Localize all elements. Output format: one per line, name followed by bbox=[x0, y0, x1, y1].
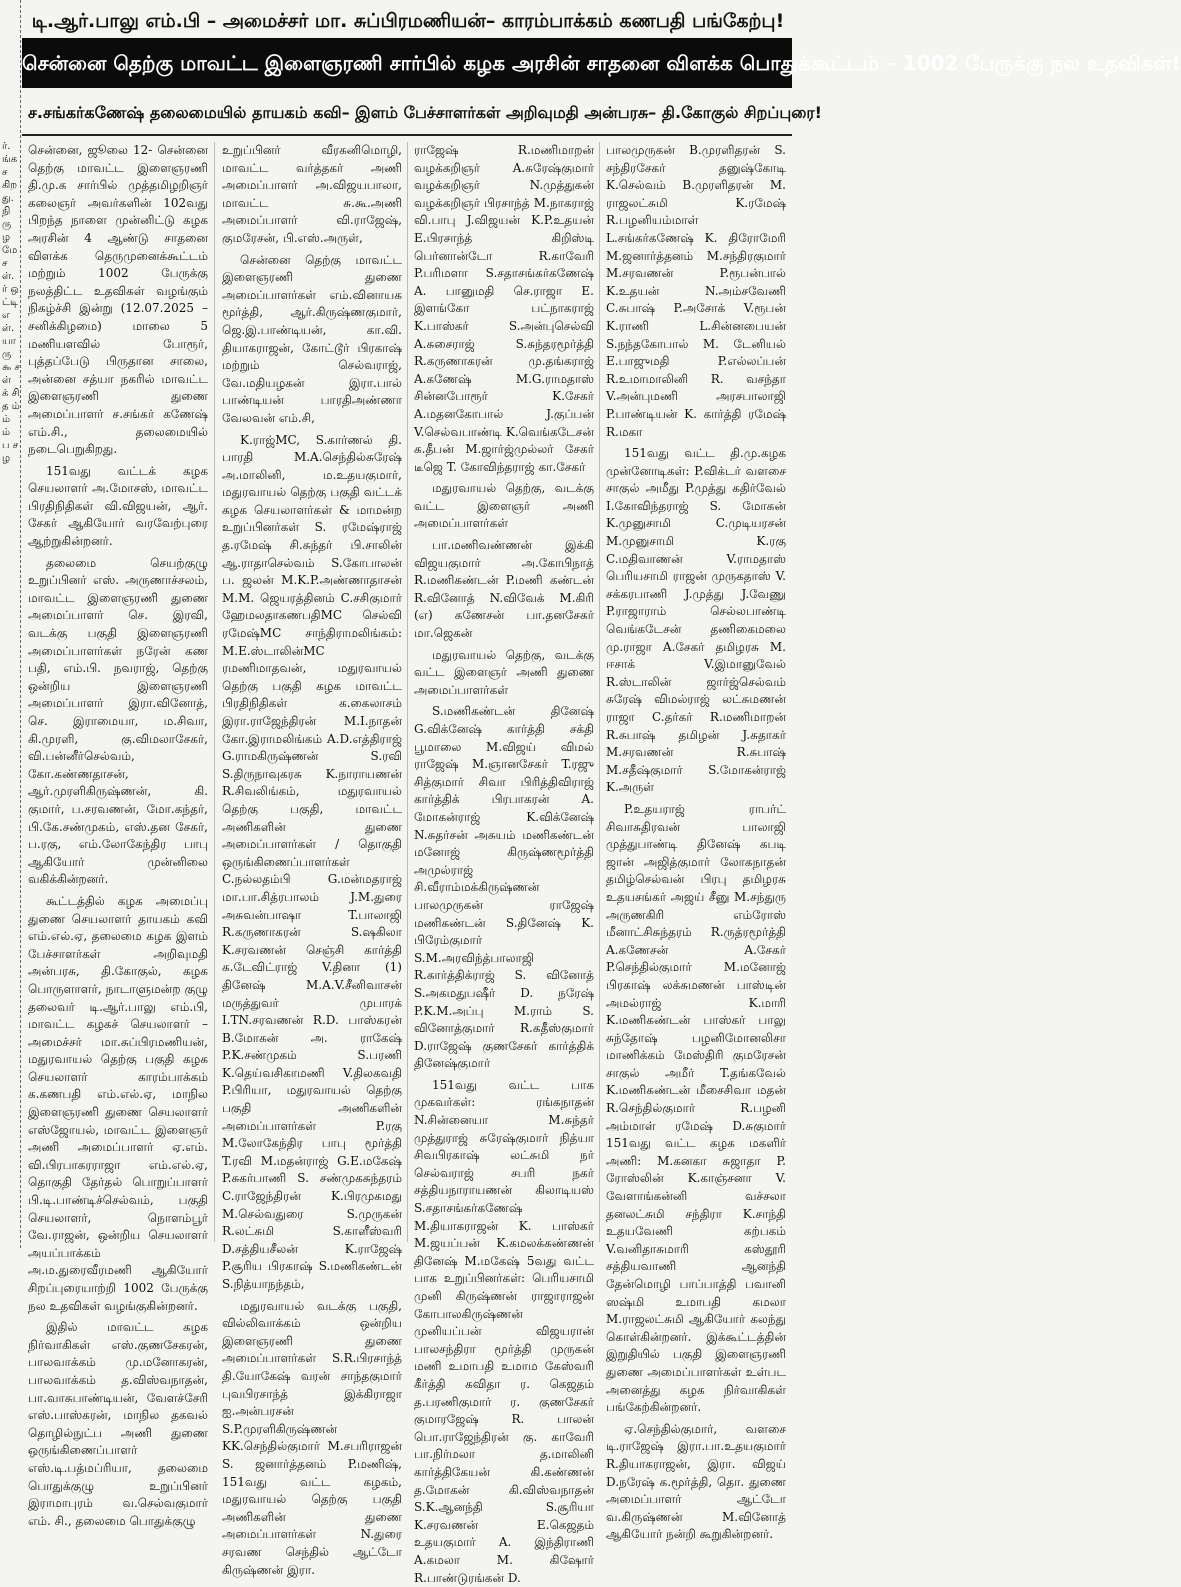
paragraph: 151வது வட்ட தி.மு.கழக முன்னோடிகள்: P.விக்டர் வளசை சாகுல் அமீது P.முத்து கதிர்வேல் I.கோவிந்தராஜ் S. மோகன் K.முனுசாமி C.முடியரசன் M.முனுசாமி K.ரகு C.மதிவாணன் V.ராமதாஸ் பெரியசாமி ராஜன் முருகதாஸ் V. சக்கரபாணி J.முத்து J.வேணு P.ராஜாராம் செல்லபாண்டி வெங்கடேசன் தணிகைமலை மு.ராஜா A.சேகர் தமிழரசு M. ஈசாக் V.இமானுவேல் R.ஸ்டாலின் ஜார்ஜ்செல்வம் சுரேஷ் விமல்ராஜ் லட்சுமணன் ராஜா C.தர்கர் R.மணிமாறன் R.சுபாஷ் தமிழன் J.சுதாகர் M.சரவணன் R.சுபாஷ் M.சதீஷ்குமார் S.மோகன்ராஜ் K.அருள் bbox=[606, 446, 786, 795]
paragraph: தலைமை செயற்குழு உறுப்பினர் எஸ். அருணாச்சலம், மாவட்ட இளைஞரணி துணை அமைப்பாளர் செ. இரவி, வடக்கு பகுதி இளைஞரணி அமைப்பாளர்கள் நரேன் கண பதி, எம்.பி. நவராஜ், தெற்கு ஒன்றிய இளைஞரணி அமைப்பாளர் இரா.வினோத், செ. இராமையா, ம.சிவா, கி.முரளி, கு.விமலாசேகர், வி.பன்னீர்செல்வம், கோ.கண்ணதாசன், ஆர்.முரளிகிருஷ்ணன், கி. குமார், ப.சரவணன், மோ.கந்தர், பி.கே.சண்முகம், எஸ்.தன சேகர், ப.ரகு, எம்.லோகேந்திர பாபு ஆகியோர் முன்னிலை வகிக்கின்றனர். bbox=[28, 555, 208, 887]
sub-headline: ச.சங்கர்கணேஷ் தலைமையில் தாயகம் கவி– இளம் பேச்சாளர்கள் அறிவுமதி அன்பரசு– தி.கோகுல் சிறப்புரை! bbox=[28, 103, 822, 122]
paragraph: K.ராஜ்MC, S.கார்ணல் தி. பாரதி M.A.செந்தில்சுரேஷ் அ.மாலினி, ம.உதயகுமார், மதுரவாயல் தெற்கு பகுதி வட்டக் கழக செயலாளர்கள் & மாமன்ற உறுப்பினர்கள் S. ரமேஷ்ராஜ் த.ரமேஷ் சி.சுந்தர் பி.சாலின் ஆ.ராதாசெல்வம் S.கோபாலன் ப. ஜலன் M.K.P.அண்ணாதாசன் M.M. ஜெயரத்தினம் C.சசிகுமார் ஹேமலதாகணபதிMC செல்வி ரமேஷ்MC சாந்திராமலிங்கம்: M.E.ஸ்டாலின்MC ரமணிமாதவன், மதுரவாயல் தெற்கு பகுதி கழக மாவட்ட பிரதிநிதிகள் க.கைலாசம் இரா.ராஜேந்திரன் M.I.நாதன் கோ.இராமலிங்கம் A.D.எத்திராஜ் G.ராமகிருஷ்ணன் S.ரவி S.திருநாவுகரசு K.நாராயணன் R.சிவலிங்கம், மதுரவாயல் தெற்கு பகுதி, மாவட்ட அணிகளின் துணை அமைப்பாளர்கள் / தொகுதி ஒருங்கிணைப்பாளர்கள் C.நல்லதம்பி G.மன்மதராஜ் மா.பா.சித்ரபாலம் J.M.துரை அசுவன்பாஷா T.பாலாஜி R.கருணாகரன் S.ஷகிலா K.சரவணன் செஞ்சி கார்த்தி க.டேவிட்ராஜ் V.தினா (1) தினேஷ் M.A.V.சீனிவாசன் மருத்துவர் முபாரக் I.TN.சரவணன் R.D. பாஸ்கரன் B.மோகன் அ. ராகேஷ் P.K.சண்முகம் S.பரணி K.தெய்வசிகாமணி V.திலகவதி P.பிரியா, மதுரவாயல் தெற்கு பகுதி அணிகளின் அமைப்பாளர்கள் P.ரகு M.லோகேந்திர பாபு மூர்த்தி T.ரவி M.மதன்ராஜ் G.E.மகேஷ் P.சுகர்பாணி S. சண்முகசுந்தரம் C.ராஜேந்திரன் K.பிரமுகமது M.செல்வதுரை S.முருகன் R.லட்சுமி S.காளீஸ்வரி D.சத்தியசீலன் K.ராஜேஷ் P.சூரிய பிரகாஷ் S.மணிகண்டன் S.நித்யாநந்தம், bbox=[222, 432, 402, 1291]
paragraph: பா.மணிவண்ணன் இக்கி விஜயகுமார் அ.கோபிநாத் R.மணிகண்டன் P.மணி கண்டன் R.வினோத் N.விவேக் M.கிரி (எ) கணேசன் பா.தனசேகர் மா.ஜெகன் bbox=[414, 538, 594, 641]
paragraph: S.மணிகண்டன் தினேஷ் G.விக்னேஷ் கார்த்தி சக்தி பூமாலை M.விஜய் விமல் ராஜேஷ் M.ஞானசேகர் T.ரஜு சித்குமார் சிவா பிரித்திவிராஜ் கார்த்திக் பிரபாகரன் A. மோகன்ராஜ் K.விக்னேஷ் N.சுதர்சன் அசுயம் மணிகண்டன் மனோஜ் கிருஷ்ணமூர்த்தி அமுல்ராஜ் சி.வீராம்மக்கிருஷ்ணன் பாலமுருகன் ராஜேஷ் மணிகண்டன் S.தினேஷ் K. பிரேம்குமார் S.M.அரவிந்த்பாலாஜி R.கார்த்திக்ராஜ் S. வினோத் S.அகமதுபஷீர் D. நரேஷ் P.K.M.அப்பு M.ராம் S. வினோத்குமார் R.கதீஸ்குமார் D.ராஜேஷ் குணசேகர் கார்த்திக் தினேஷ்குமார் bbox=[414, 704, 594, 1071]
top-headline: டி.ஆர்.பாலு எம்.பி – அமைச்சர் மா. சுப்பிரமணியன்– காரம்பாக்கம் கணபதி பங்கேற்பு! bbox=[31, 10, 785, 32]
paragraph: இதில் மாவட்ட கழக நிர்வாகிகள் எஸ்.குணசேகரன், பாலவாக்கம் மு.மனோகரன், பாலவாக்கம் த.விஸ்வநாதன், பா.வாசுபாண்டியன், வேளச்சேரி எஸ்.பாஸ்கரன், மாநில தகவல் தொழில்நுட்ப அணி துணை ஒருங்கிணைப்பாளர் எஸ்.டி.பத்மப்ரியா, தலைமை பொதுக்குழு உறுப்பினர் இராமாபுரம் வ.செல்வகுமார் எம். சி., தலைமை பொதுக்குழு bbox=[28, 1320, 208, 1528]
article-column-2 bbox=[222, 142, 402, 1577]
column-divider bbox=[599, 142, 600, 1242]
paragraph: ஏ.செந்தில்குமார், வளசை டி.ராஜேஷ் இரா.பா.உதயகுமார் R.தியாகராஜன், இரா. விஜய் D.நரேஷ் க.மூர்த்தி, தொ. துணை அமைப்பாளர் ஆட்டோ வ.கிருஷ்ணன் M.வினோத் ஆகியோர் நன்றி கூறுகின்றனர். bbox=[606, 1421, 786, 1542]
paragraph: மதுரவாயல் தெற்கு, வடக்கு வட்ட இளைஞர் அணி அமைப்பாளர்கள் bbox=[414, 481, 594, 531]
column-divider bbox=[407, 142, 408, 1242]
adjacent-column-fragment bbox=[0, 0, 21, 1248]
paragraph: சென்னை, ஜூலை 12- சென்னை தெற்கு மாவட்ட இளைஞரணி தி.மு.க சார்பில் முத்தமிழறிஞர் கலைஞர் அவர்களின் 102வது பிறந்த நாளை முன்னிட்டு கழக அரசின் 4 ஆண்டு சாதனை விளக்க தெருமுனைக்கூட்டம் மற்றும் 1002 பேருக்கு நலத்திட்ட உதவிகள் வழங்கும் நிகழ்ச்சி இன்று (12.07.2025 – சனிக்கிழமை) மாலை 5 மணியளவில் போரூர், புத்தப்பேடு பிருதான சாலை, அன்னை சத்யா நகரில் மாவட்ட இளைஞரணி துணை அமைப்பாளர் ச.சங்கர் கணேஷ் எம்.சி., தலைமையில் நடைபெறுகிறது. bbox=[28, 143, 208, 457]
fragment-text: ர். ங்க ச கிறது. நி ரு ழ மே ச ள். ர் ஒ ட்டி எ ள். யா ரு ௯ ச ள் க் சி த ம் ம் ம் ப ச ழ bbox=[2, 141, 20, 464]
article-column-4 bbox=[606, 142, 786, 1542]
paragraph: பாலமுருகன் B.முரளிதரன் S. சந்திரசேகர் தனுஷ்கோடி K.செல்வம் B.முரளிதரன் M. ராஜலட்சுமி K.ரமேஷ் R.பழனியம்மாள் L.சங்கர்கணேஷ் K. திரோமேரி M.ஜனார்த்தனம் M.சந்திரகுமார் M.சரவணன் P.ரூபன்பால் K.உதயன் N.அம்சவேணி C.சுபாஷ் P.அசோக் V.ரூபன் K.ராணி L.சின்னபையன் S.நந்தகோபால் M. டேனியல் E.பாஜுமதி P.எல்லப்பன் R.உமாமாலினி R. வசந்தா V.அன்புமணி அரசபாலாஜி P.பாண்டியன் K. கார்த்தி ரமேஷ் R.மகா bbox=[606, 143, 786, 439]
paragraph: மதுரவாயல் தெற்கு, வடக்கு வட்ட இளைஞர் அணி துணை அமைப்பாளர்கள் bbox=[414, 647, 594, 697]
paragraph: கூட்டத்தில் கழக அமைப்பு துணை செயலாளர் தாயகம் கவி எம்.எல்.ஏ, தலைமை கழக இளம் பேச்சாளர்கள் அறிவுமதி அன்பரசு, தி.கோகுல், கழக பொருளாளர், நாடாளுமன்ற குழு தலைவர் டி.ஆர்.பாலு எம்.பி, மாவட்ட கழகச் செயலாளர் – அமைச்சர் மா.சுப்பிரமணியன், மதுரவாயல் தெற்கு பகுதி கழக செயலாளர் காரம்பாக்கம் க.கணபதி எம்.எல்.ஏ, மாநில இளைஞரணி துணை செயலாளர் எஸ்ஜோயல், மாவட்ட இளைஞர் அணி அமைப்பாளர் ஏ.எம். வி.பிரபாகரராஜா எம்.எல்.ஏ, தொகுதி தேர்தல் பொறுப்பாளர் பி.டி.பாண்டிச்செல்வம், பகுதி செயலாளர், நொளம்பூர் வே.ராஜன், ஒன்றிய செயலாளர் அயப்பாக்கம் அ.ம.துரைவீரமணி ஆகியோர் சிறப்புரையாற்றி 1002 பேருக்கு நல உதவிகள் வழங்குகின்றனர். bbox=[28, 893, 208, 1313]
banner-headline: சென்னை தெற்கு மாவட்ட இளைஞரணி சார்பில் கழக அரசின் சாதனை விளக்க பொதுக்கூட்டம் – 1002 பேருக்கு நல உதவிகள்! bbox=[22, 38, 792, 88]
paragraph: P.உதயராஜ் ராபர்ட் சிவாசுதிரவன் பாலாஜி முத்துபாண்டி தினேஷ் கபடி ஜான் அஜித்குமார் லோகநாதன் தமிழ்செல்வன் பிரபு தமிழரசு உதயசங்கர் அஜய் சீனு M.சந்துரு அருணகிரி எம்ரோஸ் மீனாட்சிசுந்தரம் R.ருத்ரமூர்த்தி A.கணேசன் A.சேகர் P.செந்தில்குமார் M.மனோஜ் பிரகாஷ் லக்சுமணன் பாஸ்டின் அமல்ராஜ் K.மாரி K.மணிகண்டன் பாஸ்கர் பாலு சுந்தோஷ் பழனிமோனலிசா மாணிக்கம் மேஸ்திரி குமரேசன் சாகுல் அமீர் T.தங்கவேல் K.மணிகண்டன் மீசைசிவா மதன் R.செந்தில்குமார் R.பழனி அம்மாள் ரமேஷ் D.சுகுமார் 151வது வட்ட கழக மகளிர் அணி: M.கனகா சுஜாதா P. ரோஸ்லின் K.காஞ்சனா V. வேளாங்கன்னி வச்சலா தனலட்சுமி சந்திரா K.சாந்தி உதயவேணி கற்பகம் V.வனிதாசுமாரி கஸ்தூரி சத்தியவாணி ஆனந்தி தேன்மொழி பாப்பாத்தி பவானி ஸஷ்மி உமாபதி கமலா M.ராஜலட்சுமி ஆகியோர் கலந்து கொள்கின்றனர். இக்கூட்டத்தின் இறுதியில் பகுதி இளைஞரணி துணை அமைப்பாளர்கள் உள்பட அனைத்து கழக நிர்வாகிகள் பங்கேற்கின்றனர். bbox=[606, 801, 786, 1415]
paragraph: ராஜேஷ் R.மணிமாறன் வழக்கறிஞர் A.சுரேஷ்குமார் வழக்கறிஞர் N.முத்துகன் வழக்கறிஞர் பிரசாந்த் M.நாகராஜ் வி.பாபு J.விஜயன் K.P.உதயன் E.பிரசாந்த் கிறிஸ்டி பெர்னான்டோ R.காவேரி P.பரிமளா S.சதாசங்கர்கணேஷ் A. பானுமதி செ.ராஜா E. இளங்கோ பட்நாகராஜ் K.பாஸ்கர் S.அன்புசெல்வி A.சுசைராஜ் S.சுந்தரமூர்த்தி R.கருணாகரன் மு.தங்கராஜ் A.கணேஷ் M.G.ராமதாஸ் சின்னபோரூர் K.சேகர் A.மதனகோபால் J.குப்பன் V.செல்வபாண்டி K.வெங்கடேசன் க.தீபன் M.ஜார்ஜ்முல்லர் சேகர் டீஜெ T. கோவிந்தராஜ் கா.சேகர் bbox=[414, 143, 594, 474]
paragraph: மதுரவாயல் வடக்கு பகுதி, வில்லிவாக்கம் ஒன்றிய இளைஞரணி துணை அமைப்பாளர்கள் S.R.பிரசாந்த் தி.யோகேஷ் வரன் சாந்தகுமார் புவபிரசாந்த் இக்கிராஜா ஐ.அன்பரசன் S.P.முரளிகிருஷ்ணன் KK.செந்தில்குமார் M.சபரிராஜன் S. ஜனார்த்தனம் P.மணிஷ், 151வது வட்ட கழகம், மதுரவாயல் தெற்கு பகுதி அணிகளின் துணை அமைப்பாளர்கள் N.துரை சரவண செந்தில் ஆட்டோ கிருஷ்ணன் இரா. bbox=[222, 1298, 402, 1577]
article-column-3 bbox=[414, 142, 594, 1585]
headline-rule bbox=[22, 134, 792, 136]
column-divider bbox=[214, 142, 215, 1242]
paragraph: உறுப்பினர் வீரகனிமொழி, மாவட்ட வர்த்தகர் அணி அமைப்பாளர் அ.விஜயபாலா, மாவட்ட சு.கூ.அணி அமைப்பாளர் வி.ராஜேஷ், குமரேசன், பி.எஸ்.அருள், bbox=[222, 143, 402, 245]
article-column-1 bbox=[28, 142, 208, 1528]
paragraph: 151வது வட்ட பாக முகவர்கள்: ரங்கநாதன் N.சின்னையா M.சுந்தர் முத்துராஜ் சுரேஷ்குமார் நித்யா சிவபிரகாஷ் லட்சுமி நர் செல்வராஜ் சபரி நகர் சத்தியநாராயணன் கிலாடியஸ் S.சதாசங்கர்கணேஷ் M.தியாகராஜன் K. பாஸ்கர் M.ஜயப்பன் K.கமலக்கண்ணன் தினேஷ் M.மகேஷ் 5வது வட்ட பாக உறுப்பினர்கள்: பெரியசாமி முனி கிருஷ்ணன் ராஜாராஜன் கோபாலகிருஷ்ணன் முனியப்பன் விஜயரான் பாலசந்திரா மூர்த்தி முருகன் மணி உமாபதி உமாம கேஸ்வரி கீர்த்தி கவிதா ர. கெஜதம் த.பரணிகுமார் ர. குணசேகர் குமாரஜேஷ் R. பாலன் பொ.ராஜேந்திரன் கு. காவேரி பா.நிர்மலா த.மாலினி கார்த்திகேயன் கி.கண்ணன் த.மோகன் கி.விஸ்வநாதன் S.K.ஆனந்தி S.சூரியா K.சரவணன் E.கெஜதம் உதயகுமார் A. இந்திராணி A.கமலா M. கிஷோர் R.பாண்டுரங்கன் D. bbox=[414, 1077, 594, 1585]
paragraph: சென்னை தெற்கு மாவட்ட இளைஞரணி துணை அமைப்பாளர்கள் எம்.வினாயக மூர்த்தி, ஆர்.கிருஷ்ணகுமார், ஜெ.இ.பாண்டியன், கா.வி. தியாகராஜன், கோட்டூர் பிரகாஷ் மற்றும் செல்வராஜ், வே.மதியழகன் இரா.பால் பாண்டியன் பாரதிஅண்ணா வேலவன் எம்.சி, bbox=[222, 252, 402, 425]
paragraph: 151வது வட்டக் கழக செயலாளர் அ.மோசஸ், மாவட்ட பிரதிநிதிகள் வி.விஜயன், ஆர். சேகர் ஆகியோர் வரவேற்புரை ஆற்றுகின்றனர். bbox=[28, 463, 208, 549]
